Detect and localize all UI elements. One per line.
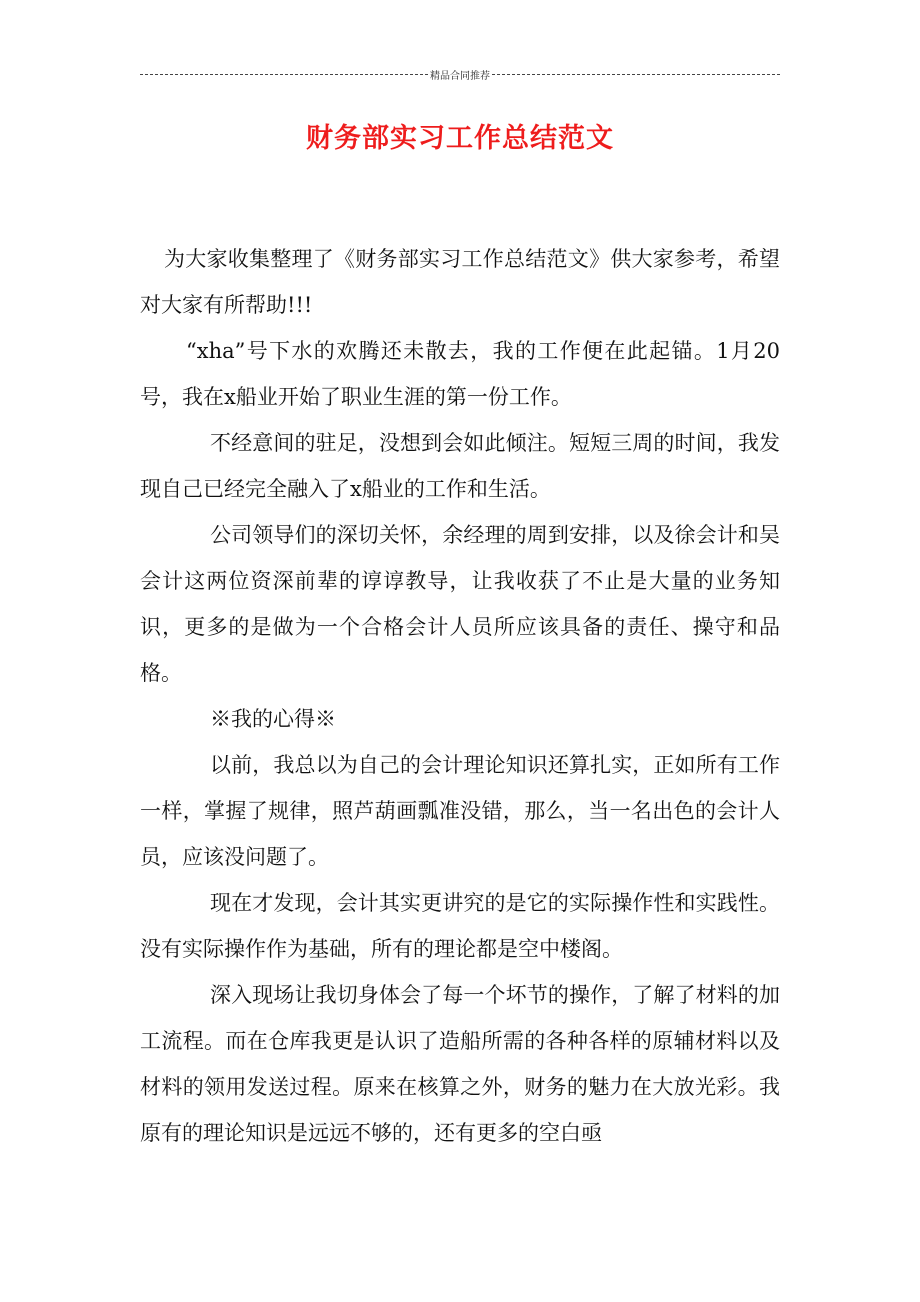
header-dashes-right xyxy=(492,74,780,75)
paragraph: “xha”号下水的欢腾还未散去，我的工作便在此起锚。1月20号，我在x船业开始了职业生涯的第一份工作。 xyxy=(140,339,780,409)
paragraph: 深入现场让我切身体会了每一个坏节的操作，了解了材料的加工流程。而在仓库我更是认识了造船所需的各种各样的原辅材料以及材料的领用发送过程。原来在核算之外，财务的魅力在大放光彩。我原有的理论知识是远远不够的，还有更多的空白亟 xyxy=(140,983,780,1145)
paragraph: 不经意间的驻足，没想到会如此倾注。短短三周的时间，我发现自己已经完全融入了x船业的工作和生活。 xyxy=(140,431,780,501)
document-title: 财务部实习工作总结范文 xyxy=(306,123,614,154)
section-heading: ※我的心得※ xyxy=(210,707,336,731)
page-header xyxy=(140,66,780,82)
paragraph: 以前，我总以为自己的会计理论知识还算扎实，正如所有工作一样，掌握了规律，照芦葫画瓢准没错，那么，当一名出色的会计人员，应该没问题了。 xyxy=(140,753,780,869)
paragraph: 公司领导们的深切关怀，余经理的周到安排，以及徐会计和吴会计这两位资深前辈的谆谆教导，让我收获了不止是大量的业务知识，更多的是做为一个合格会计人员所应该具备的责任、操守和品格。 xyxy=(140,523,780,685)
header-label: 精品合同推荐 xyxy=(430,70,490,82)
document-body xyxy=(140,236,780,1156)
paragraph-intro: 为大家收集整理了《财务部实习工作总结范文》供大家参考，希望对大家有所帮助!!! xyxy=(140,247,780,317)
header-dashes-left xyxy=(140,74,428,75)
paragraph: 现在才发现，会计其实更讲究的是它的实际操作性和实践性。没有实际操作作为基础，所有的理论都是空中楼阁。 xyxy=(140,891,780,961)
